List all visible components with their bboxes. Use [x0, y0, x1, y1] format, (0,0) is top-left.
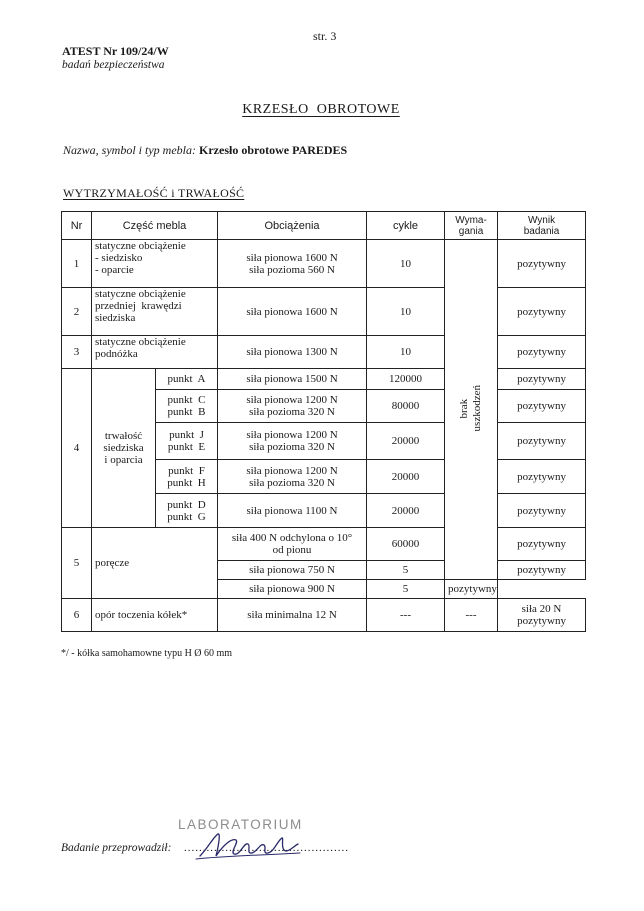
part-line: statyczne obciążenie: [95, 336, 186, 348]
laboratory-stamp: LABORATORIUM: [178, 817, 303, 832]
point-line: punkt J: [169, 429, 204, 441]
cycles-cell: 120000: [367, 369, 445, 390]
signature-dots: ............................................: [184, 842, 349, 854]
cycles-cell: 60000: [367, 528, 445, 561]
result-cell: pozytywny: [498, 336, 586, 369]
point-line: punkt G: [167, 510, 206, 523]
result-cell: pozytywny: [498, 423, 586, 460]
header-load: Obciążenia: [218, 212, 367, 240]
point-line: punkt B: [167, 406, 206, 418]
table-row: [62, 369, 586, 390]
load-line: siła pionowa 1600 N: [246, 305, 338, 318]
part-line: - oparcie: [95, 264, 134, 276]
atest-number: ATEST Nr 109/24/W: [62, 44, 169, 58]
cycles-cell: 5: [367, 580, 445, 599]
load-line: siła pozioma 320 N: [249, 476, 335, 489]
result-line: siła 20 N: [521, 603, 562, 615]
part-line: siedziska: [95, 312, 136, 324]
result-cell: pozytywny: [498, 240, 586, 288]
load-line: siła pozioma 560 N: [249, 263, 335, 276]
point-cell: [156, 390, 218, 423]
load-line: siła pionowa 1300 N: [246, 346, 338, 358]
load-line: siła pionowa 1100 N: [246, 504, 338, 517]
header-requirements: [445, 212, 498, 240]
part-line: statyczne obciążenie: [95, 240, 186, 252]
cycles-cell: 20000: [367, 423, 445, 460]
header-requirements-line: gania: [458, 225, 484, 237]
table-row: [62, 336, 586, 369]
part-cell: opór toczenia kółek*: [92, 599, 218, 632]
part-cell: [92, 336, 218, 369]
document-title: KRZESŁO OBROTOWE: [242, 102, 400, 117]
result-cell: pozytywny: [498, 390, 586, 423]
cycles-cell: 10: [367, 336, 445, 369]
part-line: statyczne obciążenie: [95, 288, 186, 300]
load-line: siła pionowa 1200 N: [246, 429, 338, 441]
header-part: Część mebla: [92, 212, 218, 240]
cycles-cell: ---: [367, 599, 445, 632]
load-line: siła pionowa 900 N: [249, 583, 335, 595]
row-number: 3: [62, 336, 92, 369]
requirement-cell: ---: [445, 599, 498, 632]
cycles-cell: 80000: [367, 390, 445, 423]
result-cell: pozytywny: [445, 580, 498, 599]
load-cell: [218, 561, 367, 580]
requirement-line: brak: [458, 398, 471, 418]
point-cell: [156, 494, 218, 528]
handwritten-signature: [194, 826, 304, 866]
section-title: WYTRZYMAŁOŚĆ i TRWAŁOŚĆ: [63, 186, 245, 200]
point-line: punkt A: [167, 373, 206, 385]
part-line: przedniej krawędzi: [95, 300, 182, 312]
row-number: 6: [62, 599, 92, 632]
part-line: trwałość: [104, 430, 143, 442]
part-line: siedziska: [103, 442, 144, 454]
product-name: Krzesło obrotowe PAREDES: [199, 143, 348, 157]
document-title-wrap: [0, 100, 644, 118]
load-line: siła pionowa 1600 N: [246, 251, 338, 264]
load-line: siła 400 N odchylona o 10°: [231, 532, 353, 544]
result-line: pozytywny: [517, 615, 566, 627]
load-cell: [218, 336, 367, 369]
table-header-row: [62, 212, 586, 240]
cycles-cell: 5: [367, 561, 445, 580]
part-line: podnóżka: [95, 348, 138, 360]
result-cell: pozytywny: [498, 369, 586, 390]
cycles-cell: 20000: [367, 460, 445, 494]
result-cell: pozytywny: [498, 528, 586, 561]
product-label: Nazwa, symbol i typ mebla:: [63, 143, 196, 157]
part-cell: [92, 369, 156, 528]
header-result-line: Wynik: [527, 214, 556, 226]
load-line: siła pozioma 320 N: [249, 441, 335, 453]
table-row: [62, 288, 586, 336]
point-line: punkt H: [167, 476, 206, 489]
table-row: [62, 599, 586, 632]
cycles-cell: 20000: [367, 494, 445, 528]
page-number: str. 3: [313, 29, 337, 43]
requirement-line: uszkodzeń: [471, 384, 484, 432]
load-cell: siła minimalna 12 N: [218, 599, 367, 632]
load-cell: [218, 369, 367, 390]
result-cell: pozytywny: [498, 561, 586, 580]
row-number: 4: [62, 369, 92, 528]
load-cell: [218, 528, 367, 561]
load-line: siła pionowa 1200 N: [246, 394, 338, 406]
load-cell: [218, 423, 367, 460]
load-cell: [218, 390, 367, 423]
point-line: punkt E: [167, 441, 206, 453]
table-row: [62, 240, 586, 288]
header-cycles: cykle: [367, 212, 445, 240]
row-number: 1: [62, 240, 92, 288]
load-line: siła pozioma 320 N: [249, 406, 335, 418]
part-cell: poręcze: [92, 528, 218, 599]
requirement-text: [458, 385, 484, 431]
results-table: [61, 211, 586, 632]
point-line: punkt F: [168, 464, 205, 477]
result-cell: [498, 599, 586, 632]
product-line: [63, 143, 347, 158]
header-nr: Nr: [62, 212, 92, 240]
load-cell: [218, 580, 367, 599]
load-cell: [218, 240, 367, 288]
point-cell: [156, 460, 218, 494]
point-cell: [156, 369, 218, 390]
atest-subtitle: badań bezpieczeństwa: [62, 59, 165, 71]
part-cell: [92, 240, 218, 288]
load-line: siła pionowa 750 N: [249, 564, 335, 576]
table-row: [62, 528, 586, 561]
load-cell: [218, 460, 367, 494]
load-line: od pionu: [272, 544, 312, 556]
header-result-line: badania: [523, 225, 560, 237]
part-line: i oparcia: [104, 454, 143, 466]
part-cell: [92, 288, 218, 336]
signature-label: Badanie przeprowadził:: [61, 842, 172, 854]
result-cell: pozytywny: [498, 288, 586, 336]
header-requirements-line: Wyma-: [455, 214, 487, 226]
load-cell: [218, 288, 367, 336]
load-line: siła pionowa 1200 N: [246, 464, 338, 477]
row-number: 5: [62, 528, 92, 599]
load-line: siła pionowa 1500 N: [246, 373, 338, 385]
header-result: [498, 212, 586, 240]
point-line: punkt D: [167, 498, 206, 511]
result-cell: pozytywny: [498, 494, 586, 528]
part-line: - siedzisko: [95, 252, 143, 264]
cycles-cell: 10: [367, 288, 445, 336]
requirement-merged-cell: [445, 240, 498, 580]
point-line: punkt C: [167, 394, 206, 406]
footnote: */ - kółka samohamowne typu H Ø 60 mm: [61, 648, 233, 659]
row-number: 2: [62, 288, 92, 336]
point-cell: [156, 423, 218, 460]
result-cell: pozytywny: [498, 460, 586, 494]
load-cell: [218, 494, 367, 528]
cycles-cell: 10: [367, 240, 445, 288]
